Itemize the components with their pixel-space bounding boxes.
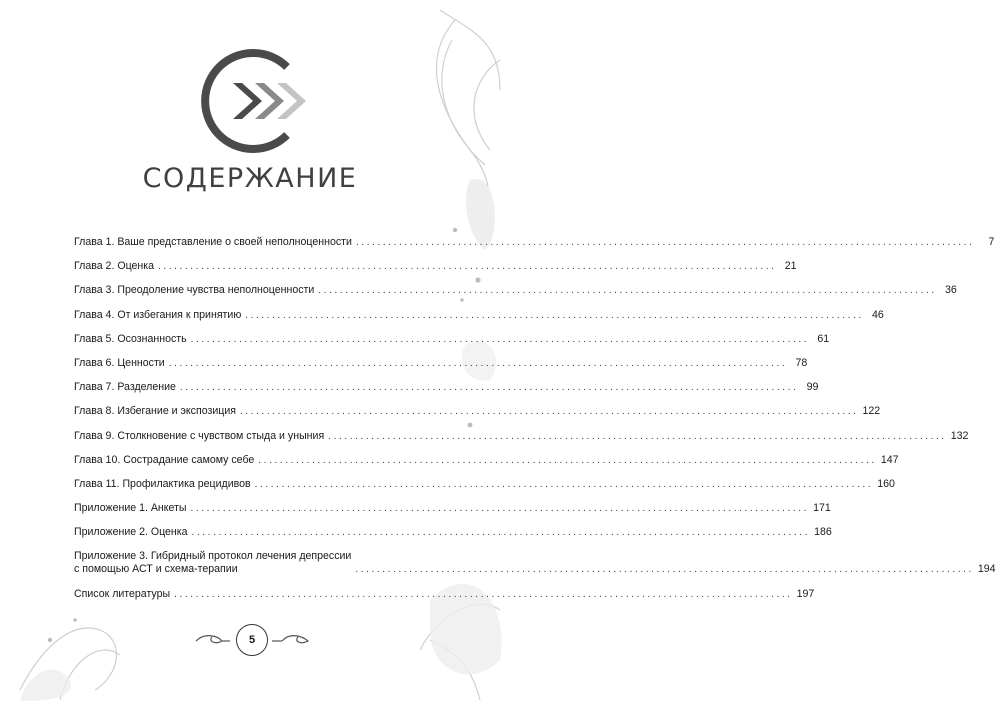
toc-entry-appendix-2[interactable] (74, 526, 832, 539)
dot-leader: ................................................................................................................... (174, 588, 793, 600)
dot-leader: ................................................................................................................... (355, 564, 974, 576)
toc-entry-label: Глава 4. От избегания к принятию (74, 308, 242, 321)
toc-entry-label: Глава 7. Разделение (74, 381, 176, 394)
toc-entry-chapter-8[interactable] (74, 405, 881, 418)
dot-leader: ................................................................................................................... (168, 357, 788, 369)
toc-entry-page: 99 (806, 381, 819, 394)
dot-leader: ................................................................................................................... (318, 285, 937, 297)
toc-entry-label: Глава 5. Осознанность (74, 332, 187, 345)
toc-entry-page: 147 (880, 453, 899, 466)
dot-leader: ................................................................................................................... (254, 478, 874, 490)
toc-entry-chapter-4[interactable] (74, 308, 884, 322)
toc-entry-label (74, 550, 351, 576)
toc-entry-page: 194 (977, 563, 996, 576)
toc-entry-page: 7 (988, 236, 995, 248)
toc-entry-chapter-1[interactable] (74, 236, 995, 249)
toc-entry-label: Приложение 1. Анкеты (74, 502, 187, 515)
toc-entry-chapter-2[interactable] (74, 260, 797, 273)
dot-leader: ................................................................................................................... (158, 261, 777, 273)
toc-entry-label: Глава 11. Профилактика рецидивов (74, 477, 251, 490)
toc-entry-label: Глава 3. Преодоление чувства неполноценности (74, 284, 315, 297)
dot-leader: ................................................................................................................... (191, 527, 811, 539)
page-title: СОДЕРЖАНИЕ (142, 163, 358, 194)
toc-entry-chapter-3[interactable] (74, 284, 957, 297)
toc-entry-appendix-1[interactable] (74, 502, 831, 515)
toc-entry-page: 122 (862, 405, 881, 418)
toc-entry-page: 46 (871, 308, 884, 321)
toc-entry-page: 61 (817, 332, 830, 345)
dot-leader: ................................................................................................................... (328, 430, 947, 442)
toc-entry-page: 78 (795, 356, 808, 369)
toc-entry-label: Приложение 2. Оценка (74, 526, 188, 539)
dot-leader: ................................................................................................................... (355, 237, 975, 248)
toc-entry-label: Глава 1. Ваше представление о своей неполноценности (74, 236, 352, 248)
dot-leader: ................................................................................................................... (190, 503, 810, 515)
toc-entry-chapter-6[interactable] (74, 356, 808, 370)
toc-entry-page: 160 (877, 477, 895, 490)
toc-entry-chapter-10[interactable] (74, 453, 899, 467)
toc-entry-label: Глава 9. Столкновение с чувством стыда и уныния (74, 429, 325, 442)
toc-entry-page: 21 (784, 260, 797, 273)
toc-entry-chapter-5[interactable] (74, 332, 830, 346)
toc-entry-chapter-9[interactable] (74, 429, 969, 443)
toc-entry-page: 36 (945, 284, 957, 297)
toc-entry-page: 171 (813, 502, 831, 515)
toc-entry-label: Глава 6. Ценности (74, 356, 165, 369)
dot-leader: ................................................................................................................... (245, 309, 864, 321)
toc-entry-label: Глава 10. Сострадание самому себе (74, 453, 255, 466)
dot-leader: ................................................................................................................... (179, 382, 799, 394)
toc-entry-label-line-1: Приложение 3. Гибридный протокол лечения депрессии (74, 550, 352, 563)
dot-leader: ................................................................................................................... (239, 406, 859, 418)
toc-entry-chapter-11[interactable] (74, 477, 895, 491)
toc-entry-references[interactable] (74, 587, 815, 601)
toc-entry-appendix-3[interactable] (74, 550, 996, 576)
toc-entry-label-line-2: с помощью АСТ и схема-терапии (74, 563, 238, 576)
chevron-logo-icon (195, 45, 307, 157)
toc-entry-page: 132 (950, 429, 969, 442)
toc-entry-page: 186 (814, 526, 832, 539)
toc-entry-chapter-7[interactable] (74, 381, 819, 394)
page-number: 5 (236, 624, 268, 656)
dot-leader: ................................................................................................................... (258, 454, 877, 466)
table-of-contents (74, 236, 996, 612)
dot-leader: ................................................................................................................... (190, 333, 810, 345)
toc-entry-label: Глава 8. Избегание и экспозиция (74, 405, 236, 418)
toc-entry-page: 197 (796, 587, 815, 600)
toc-entry-label: Список литературы (74, 587, 171, 600)
toc-entry-label: Глава 2. Оценка (74, 260, 155, 273)
